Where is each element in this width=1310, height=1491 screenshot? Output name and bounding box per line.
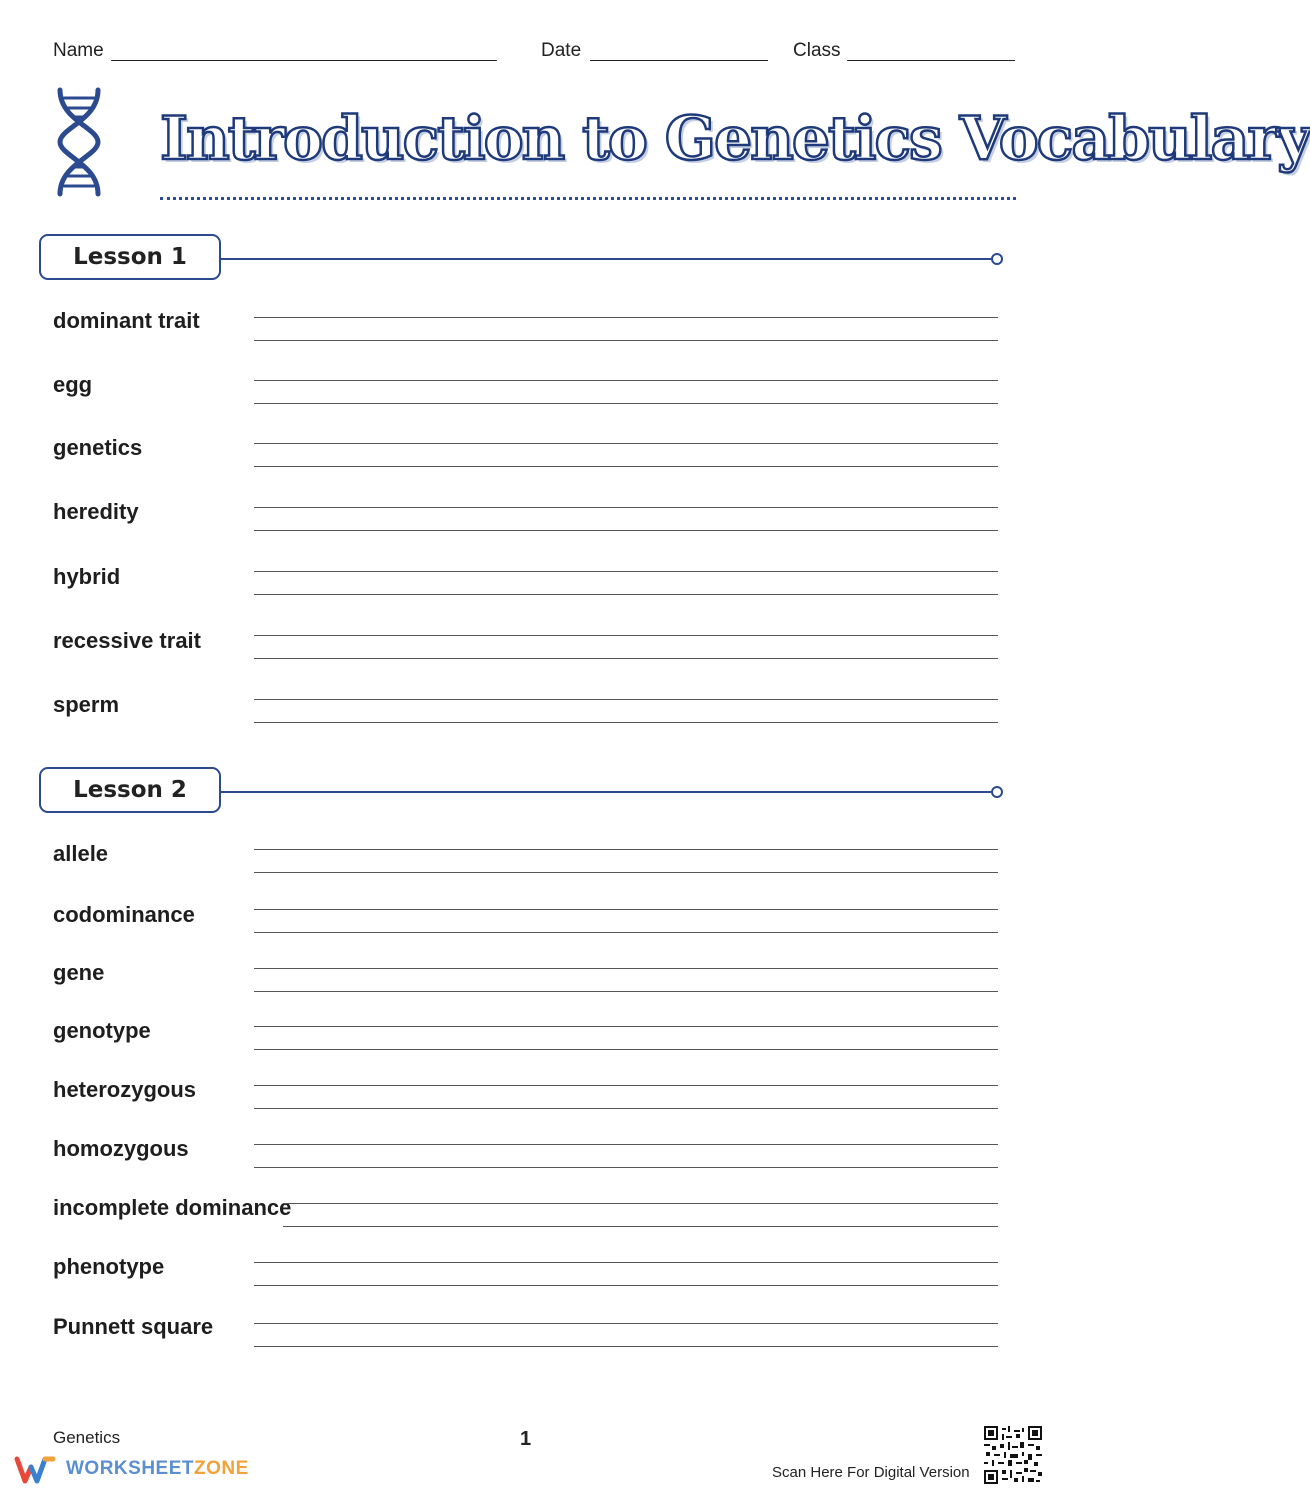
answer-line[interactable]: [254, 380, 998, 381]
answer-line[interactable]: [254, 1262, 998, 1263]
lesson-2-label: Lesson 2: [73, 777, 187, 803]
answer-line[interactable]: [254, 932, 998, 933]
answer-line[interactable]: [254, 635, 998, 636]
answer-line[interactable]: [254, 1167, 998, 1168]
answer-line[interactable]: [254, 722, 998, 723]
title-underline-dots: [160, 197, 1016, 200]
name-label: Name: [53, 40, 104, 61]
date-field[interactable]: [590, 60, 768, 61]
answer-line[interactable]: [254, 403, 998, 404]
answer-line[interactable]: [254, 1049, 998, 1050]
name-field[interactable]: [111, 60, 497, 61]
term-hybrid: hybrid: [53, 564, 121, 589]
class-field[interactable]: [847, 60, 1015, 61]
dna-icon: [50, 84, 108, 200]
answer-line[interactable]: [254, 594, 998, 595]
answer-line[interactable]: [254, 443, 998, 444]
answer-line[interactable]: [254, 1285, 998, 1286]
term-heredity: heredity: [53, 499, 139, 524]
term-codominance: codominance: [53, 902, 195, 927]
answer-line[interactable]: [254, 1144, 998, 1145]
answer-line[interactable]: [254, 1108, 998, 1109]
term-phenotype: phenotype: [53, 1254, 165, 1279]
answer-line[interactable]: [254, 658, 998, 659]
term-recessive-trait: recessive trait: [53, 628, 201, 653]
lesson-1-label: Lesson 1: [73, 244, 187, 270]
lesson-1-heading: [39, 234, 221, 280]
lesson-2-rule: [221, 791, 991, 793]
answer-line[interactable]: [254, 1026, 998, 1027]
term-incomplete-dominance: incomplete dominance: [53, 1195, 292, 1220]
answer-line[interactable]: [254, 340, 998, 341]
answer-line[interactable]: [254, 872, 998, 873]
date-label: Date: [541, 40, 582, 61]
qr-code[interactable]: [984, 1426, 1042, 1484]
answer-line[interactable]: [254, 1323, 998, 1324]
term-heterozygous: heterozygous: [53, 1077, 197, 1102]
answer-line[interactable]: [254, 909, 998, 910]
answer-line[interactable]: [254, 1346, 998, 1347]
answer-line[interactable]: [254, 317, 998, 318]
footer-subject: Genetics: [53, 1428, 121, 1447]
term-punnett-square: Punnett square: [53, 1314, 214, 1339]
answer-line[interactable]: [283, 1203, 998, 1204]
term-genetics: genetics: [53, 435, 143, 460]
answer-line[interactable]: [254, 968, 998, 969]
term-egg: egg: [53, 372, 93, 397]
answer-line[interactable]: [254, 571, 998, 572]
term-genotype: genotype: [53, 1018, 151, 1043]
term-sperm: sperm: [53, 692, 120, 717]
scan-instruction: Scan Here For Digital Version: [772, 1464, 970, 1481]
term-homozygous: homozygous: [53, 1136, 189, 1161]
term-dominant-trait: dominant trait: [53, 308, 200, 333]
lesson-1-rule-end: [991, 253, 1003, 265]
answer-line[interactable]: [254, 991, 998, 992]
brand-part-2: ZONE: [194, 1458, 249, 1479]
answer-line[interactable]: [254, 530, 998, 531]
brand-part-1: WORKSHEET: [66, 1458, 194, 1479]
brand-name: [66, 1458, 249, 1480]
term-gene: gene: [53, 960, 105, 985]
class-label: Class: [793, 40, 841, 61]
term-allele: allele: [53, 841, 109, 866]
lesson-1-rule: [221, 258, 991, 260]
worksheetzone-logo-icon: [15, 1455, 57, 1485]
answer-line[interactable]: [254, 849, 998, 850]
answer-line[interactable]: [254, 699, 998, 700]
lesson-2-heading: [39, 767, 221, 813]
page-number: 1: [520, 1428, 532, 1450]
answer-line[interactable]: [254, 466, 998, 467]
page-title: Introduction to Genetics Vocabulary: [160, 104, 1310, 174]
lesson-2-rule-end: [991, 786, 1003, 798]
answer-line[interactable]: [254, 507, 998, 508]
answer-line[interactable]: [254, 1085, 998, 1086]
answer-line[interactable]: [283, 1226, 998, 1227]
